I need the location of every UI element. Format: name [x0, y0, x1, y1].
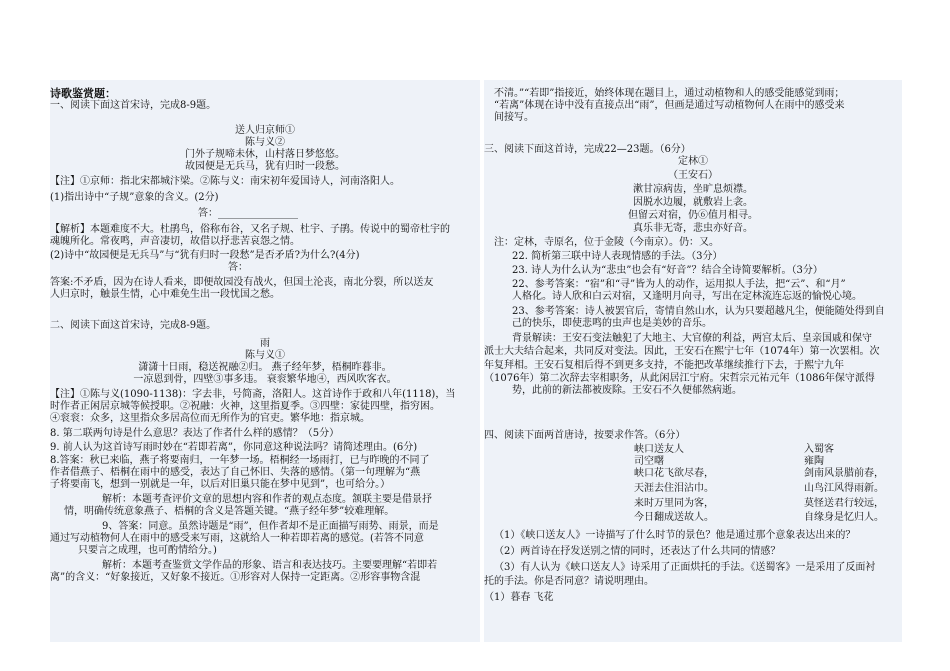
right-line: 山鸟江风得雨新。: [804, 483, 884, 494]
right-line: 雍陶: [804, 456, 824, 467]
right-line: （1076年）第二次辞去宰相职务，从此闲居江宁府。宋哲宗元祐元年（1086年保守派得: [484, 373, 875, 384]
left-line: 情，明确传统意象燕子、梧桐的含义是答题关键。“燕子经年梦”较难理解。: [64, 506, 395, 517]
right-line: （1）暮春 飞花: [484, 592, 554, 603]
left-line: 一、阅读下面这首宋诗，完成8-9题。: [50, 100, 217, 111]
left-line: 【注】①京师：指北宋都城汴梁。②陈与义：南宋初年爱国诗人，河南洛阳人。: [50, 176, 400, 187]
left-line: 魂魄所化。常夜鸣，声音凄切，故借以抒悲苦哀怨之情。: [50, 236, 300, 247]
left-line: 二、阅读下面这首宋诗，完成8-9题。: [50, 320, 217, 331]
left-line: (2)诗中“故园便是无兵马”与“犹有归时一段愁”是否矛盾?为什么?(4分): [50, 250, 360, 261]
right-line: 入蜀客: [804, 444, 834, 455]
right-column: [484, 80, 902, 642]
right-line: 莫怪送君行较远，: [804, 498, 884, 509]
left-line: 9. 前人认为这首诗写雨时妙在“若即若离”，你同意这种说法吗？请简述理由。(6分): [50, 442, 418, 453]
left-line: 通过写动植物何人在雨中的感受来写雨，这就给人一种若即若离的感觉。(若答不同意: [50, 533, 424, 544]
right-line: 四、阅读下面两首唐诗，按要求作答。（6分）: [484, 430, 686, 441]
left-line: 陈与义②: [245, 137, 285, 148]
right-line: 派士大夫结合起来，共同反对变法。因此，王安石在熙宁七年（1074年）第一次罢相。次: [484, 346, 880, 357]
right-line: 漱甘凉病齿，坐旷息烦襟。: [633, 184, 753, 195]
right-line: 己的快乐，即使悲鸣的虫声也是美妙的音乐。: [512, 318, 712, 329]
right-line: 剑南风景腊前春，: [804, 468, 884, 479]
left-line: 子将要南飞，想到一别就是一年，以后对旧巢只能在梦中见到”，也可给分。）: [50, 479, 391, 490]
left-line: 答案:不矛盾，因为在诗人看来，即便故园没有战火，但国土沦丧，南北分裂，所以送友: [50, 277, 434, 288]
left-line: 答：________________: [198, 208, 298, 219]
left-line: 【注】①陈与义(1090-1138)：字去非，号简斋，洛阳人。这首诗作于政和八年(1118)，当: [50, 389, 456, 400]
left-line: 9、答案：同意。虽然诗题是“雨”，但作者却不是正面描写雨势、雨景，而是: [102, 521, 439, 532]
right-line: 22、参考答案：“宿”和“寻”皆为人的动作，运用拟人手法，把“云”、和“月”: [512, 279, 846, 290]
right-line: 22. 简析第三联中诗人表现情感的手法。（3分）: [512, 251, 723, 262]
right-line: 人格化。诗人欣和白云对宿，又逢明月向寻，写出在定林流连忘返的愉悦心境。: [512, 291, 862, 302]
left-line: 作者借燕子、梧桐在雨中的感受，表达了自己怀旧、失落的感情。（第一句理解为“燕: [50, 467, 421, 478]
left-line: 潇潇十日雨，稳送祝融②归。 燕子经年梦，梧桐昨暮非。: [138, 362, 392, 373]
left-line: 离”的含义：“好象接近，又好象不接近。①形容对人保持一定距离。②形容事物含混: [50, 572, 421, 583]
right-line: （1）《峡口送友人》一诗描写了什么时节的景色？他是通过那个意象表达出来的？: [494, 530, 856, 541]
left-line: 一凉恩到骨，四壁③事多违。 衰衮繁华地④，西风吹客衣。: [133, 374, 397, 385]
left-line: 诗歌鉴赏题：: [50, 87, 116, 100]
right-line: 峡口送友人: [634, 444, 684, 455]
left-line: 答：: [228, 262, 248, 273]
left-column: [50, 80, 480, 642]
right-line: 定林①: [678, 156, 708, 167]
right-line: （3）有人认为《峡口送友人》诗采用了正面烘托的手法。《送蜀客》一是采用了反面衬: [494, 562, 876, 573]
left-line: 只要言之成理，也可酌情给分。): [78, 545, 217, 556]
right-line: 峡口花飞欲尽春，: [634, 468, 714, 479]
left-line: 门外子规啼未休，山村落日梦悠悠。: [185, 149, 345, 160]
right-line: 不清。”“若即”指接近，始终体现在题目上，通过动植物和人的感受能感觉到雨；: [494, 88, 845, 99]
right-line: 今日翻成送故人。: [634, 512, 714, 523]
left-line: ④衮衮：众多，这里指众多居高位而无所作为的官吏。繁华地：指京城。: [50, 413, 370, 424]
right-line: （王安石）: [668, 170, 718, 181]
right-line: 来时万里同为客，: [634, 498, 714, 509]
right-line: 年复拜相。王安石复相后得不到更多支持，不能把改革继续推行下去，于熙宁九年: [484, 360, 844, 371]
left-line: 解析：本题考查鉴赏文学作品的形象、语言和表达技巧。主要要理解“若即若: [102, 560, 438, 571]
left-line: 【解析】本题难度不大。杜鹃鸟，俗称布谷，又名子规、杜宇、子鹃。传说中的蜀帝杜宇的: [50, 224, 450, 235]
right-line: 但留云对宿，仍⑥值月相寻。: [628, 210, 758, 221]
right-line: 自缘身是忆归人。: [804, 512, 884, 523]
right-line: 司空曙: [634, 456, 664, 467]
right-line: 真乐非无寄，悲虫亦好音。: [633, 223, 753, 234]
left-line: 故园便是无兵马，犹有归时一段愁。: [185, 161, 345, 172]
right-line: 势，此前的新法都被废除。王安石不久便郁然病逝。: [512, 385, 742, 396]
right-line: 因脱水边履，就敷岩上衾。: [633, 197, 753, 208]
right-line: 托的手法。你是否同意？请说明理由。: [484, 576, 654, 587]
right-line: （2）两首诗在抒发送别之情的同时，还表达了什么共同的情感？: [494, 546, 781, 557]
left-line: 雨: [260, 338, 270, 349]
right-line: 三、阅读下面这首诗，完成22—23题。（6分）: [484, 144, 691, 155]
left-line: (1)指出诗中“子规”意象的含义。(2分): [50, 192, 219, 203]
right-line: 天涯去住泪沾巾。: [634, 483, 714, 494]
left-line: 陈与义①: [245, 350, 285, 361]
right-line: 间接写。: [494, 112, 534, 123]
right-line: 注：定林，寺原名，位于金陵（今南京）。仍：又。: [494, 237, 719, 248]
left-line: 8.答案：秋已来临，燕子将要南归，一年梦一场。梧桐经一场雨打，已与昨晚的不同了: [50, 455, 430, 466]
left-line: 时作者正闲居京城等候授职。②祝融：火神，这里指夏季。③四壁：家徒四壁，指穷困。: [50, 401, 440, 412]
left-line: 人归京时，触景生情，心中难免生出一段忧国之愁。: [50, 289, 280, 300]
left-line: 送人归京师①: [235, 125, 295, 136]
right-line: “若离”体现在诗中没有直接点出“雨”，但画是通过写动植物何人在雨中的感受来: [494, 100, 845, 111]
left-line: 解析：本题考查评价文章的思想内容和作者的观点态度。颔联主要是借景抒: [102, 494, 432, 505]
left-line: 8. 第二联两句诗是什么意思？表达了作者什么样的感情？（5分）: [50, 428, 340, 439]
right-line: 23. 诗人为什么认为“悲虫”也会有“好音”？结合全诗简要解析。（3分）: [512, 265, 823, 276]
right-line: 背景解读：王安石变法触犯了大地主、大官僚的利益，两宫太后、皇亲国戚和保守: [512, 333, 872, 344]
right-line: 23、参考答案：诗人被罢官后，寄情自然山水，认为只要超越凡尘，便能随处得到自: [512, 306, 885, 317]
